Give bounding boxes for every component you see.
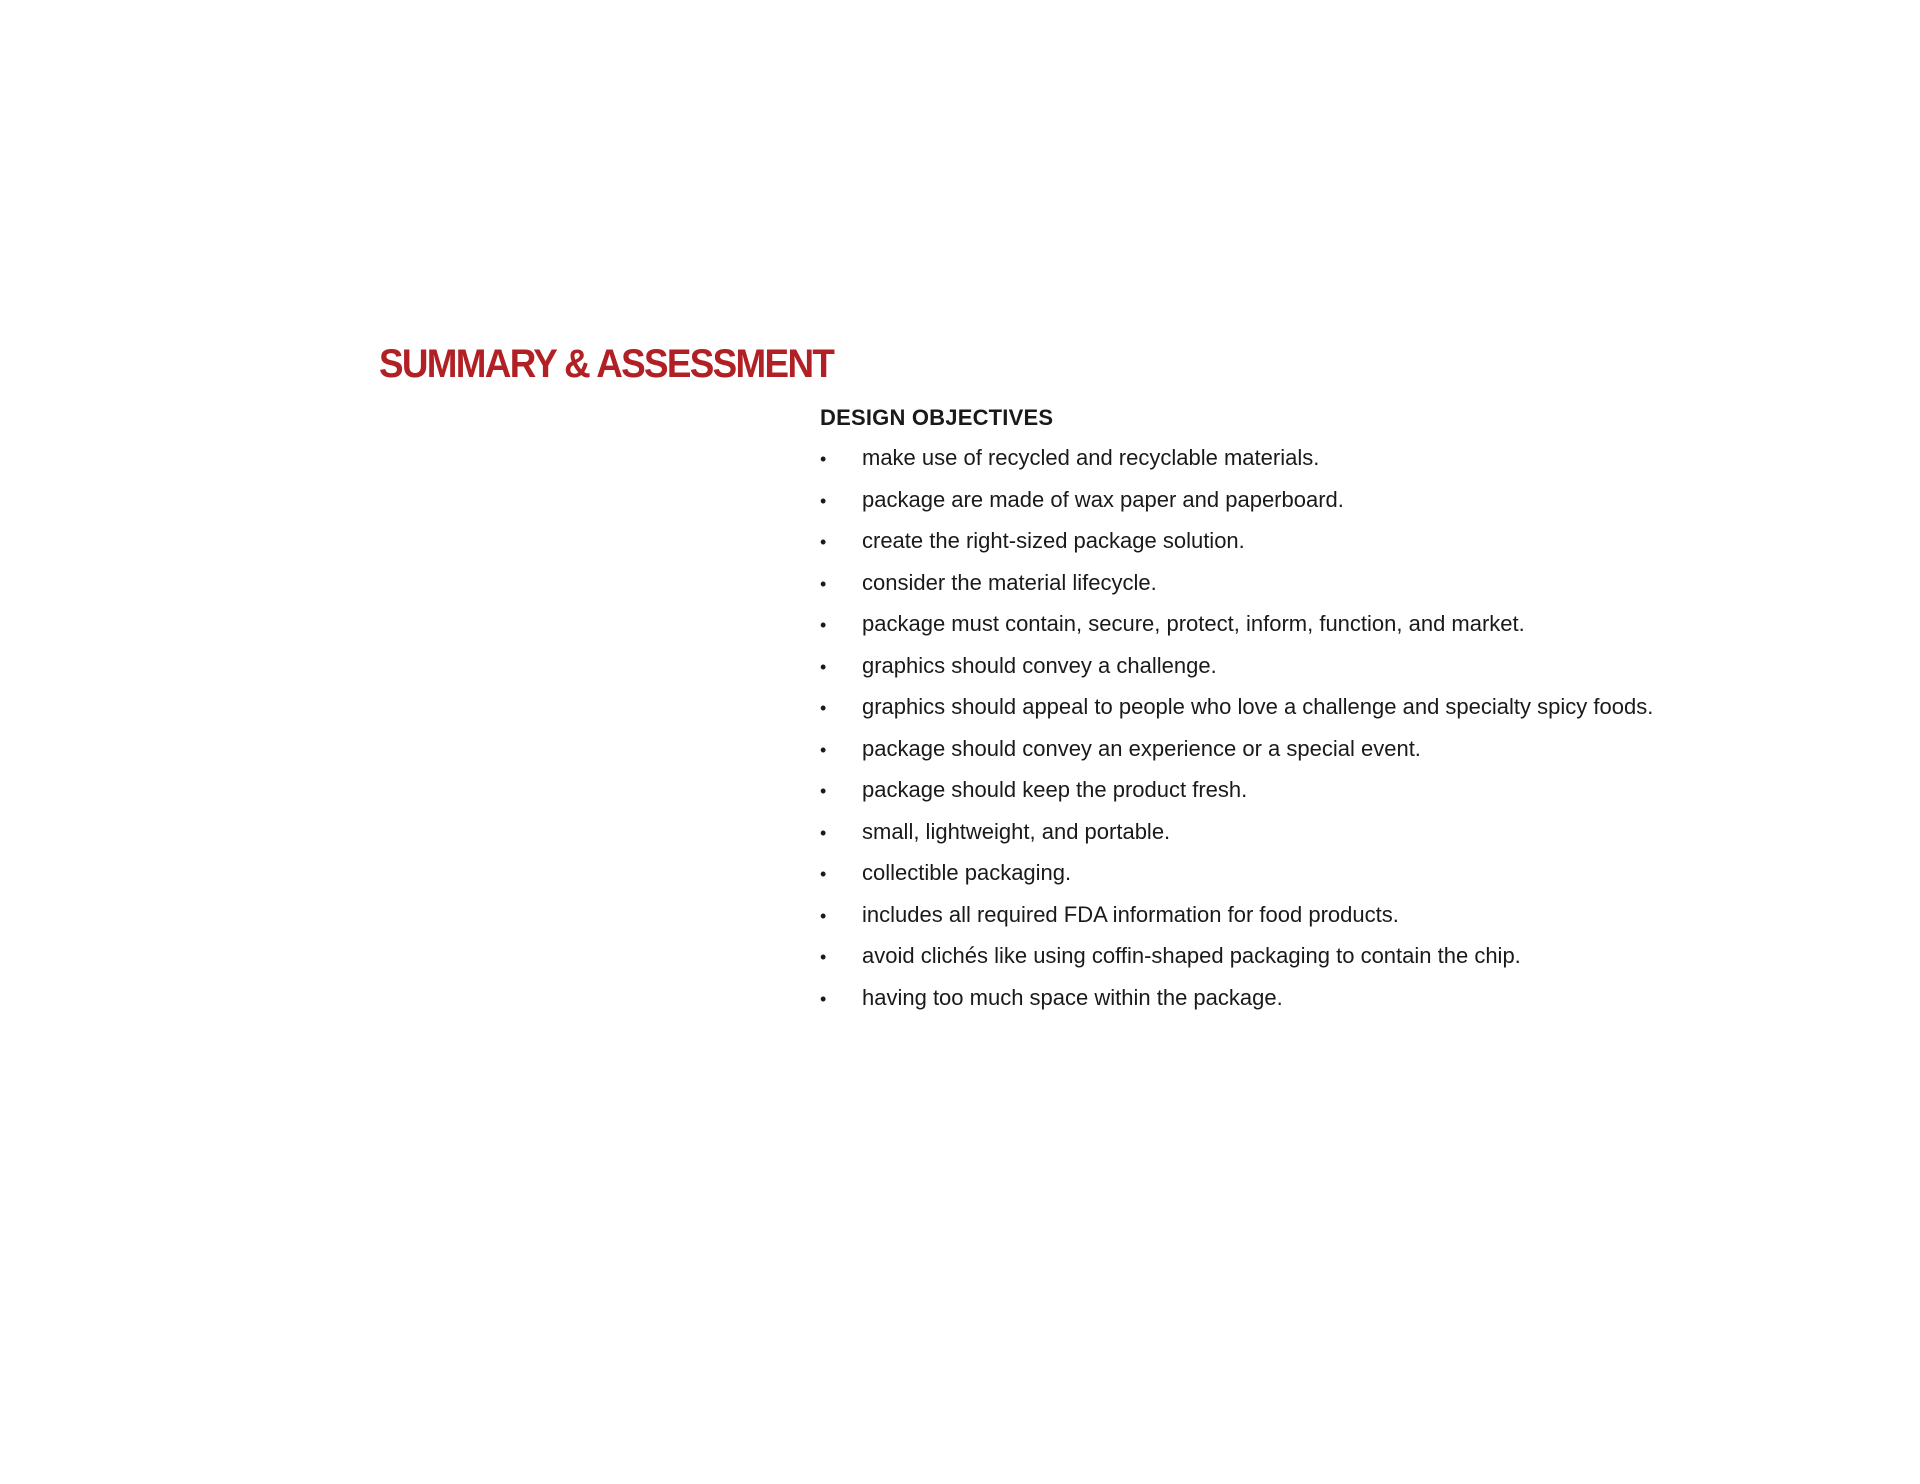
list-item-text: includes all required FDA information for food products.: [862, 901, 1399, 927]
list-item-text: graphics should appeal to people who love a challenge and specialty spicy foods.: [862, 694, 1654, 719]
design-objectives-section: [820, 402, 1820, 1023]
list-item: [820, 733, 1820, 775]
bullet-icon: •: [820, 532, 827, 552]
bullet-icon: •: [820, 656, 827, 677]
list-item-text: avoid clichés like using coffin-shaped packaging to contain the chip.: [862, 943, 1521, 968]
list-item-text: collectible packaging.: [862, 860, 1072, 885]
bullet-icon: •: [820, 573, 827, 594]
list-item-text: create the right-sized package solution.: [862, 528, 1245, 553]
list-item: [820, 774, 1820, 816]
list-item: [820, 484, 1820, 526]
bullet-icon: •: [820, 988, 827, 1009]
list-item: [820, 857, 1820, 899]
bullet-icon: •: [820, 905, 827, 926]
list-item: [820, 608, 1820, 650]
list-item-text: having too much space within the package.: [862, 984, 1283, 1010]
bullet-icon: •: [820, 781, 827, 801]
list-item-text: make use of recycled and recyclable materials.: [862, 445, 1320, 470]
list-item: [820, 899, 1820, 941]
list-item: [820, 816, 1820, 858]
list-item-text: package must contain, secure, protect, inform, function, and market.: [862, 611, 1525, 636]
bullet-icon: •: [820, 739, 827, 760]
bullet-icon: •: [820, 822, 827, 843]
list-item-text: package should convey an experience or a special event.: [862, 735, 1421, 761]
list-item: [820, 525, 1820, 567]
list-item: [820, 442, 1820, 484]
page-title: SUMMARY & ASSESSMENT: [379, 342, 834, 386]
bullet-icon: •: [820, 490, 827, 511]
bullet-icon: •: [820, 698, 827, 718]
list-item: [820, 650, 1820, 692]
section-heading: DESIGN OBJECTIVES: [820, 405, 1054, 430]
bullet-icon: •: [820, 864, 827, 884]
list-item-text: package should keep the product fresh.: [862, 777, 1248, 802]
list-item: [820, 940, 1820, 982]
list-item-text: package are made of wax paper and paperboard.: [862, 486, 1344, 512]
objective-list: [820, 442, 1820, 1023]
list-item-text: small, lightweight, and portable.: [862, 818, 1171, 844]
list-item: [820, 567, 1820, 609]
bullet-icon: •: [820, 615, 827, 635]
bullet-icon: •: [820, 947, 827, 967]
list-item: [820, 691, 1820, 733]
list-item: [820, 982, 1820, 1024]
bullet-icon: •: [820, 449, 827, 469]
list-item-text: graphics should convey a challenge.: [862, 652, 1217, 678]
list-item-text: consider the material lifecycle.: [862, 569, 1157, 595]
